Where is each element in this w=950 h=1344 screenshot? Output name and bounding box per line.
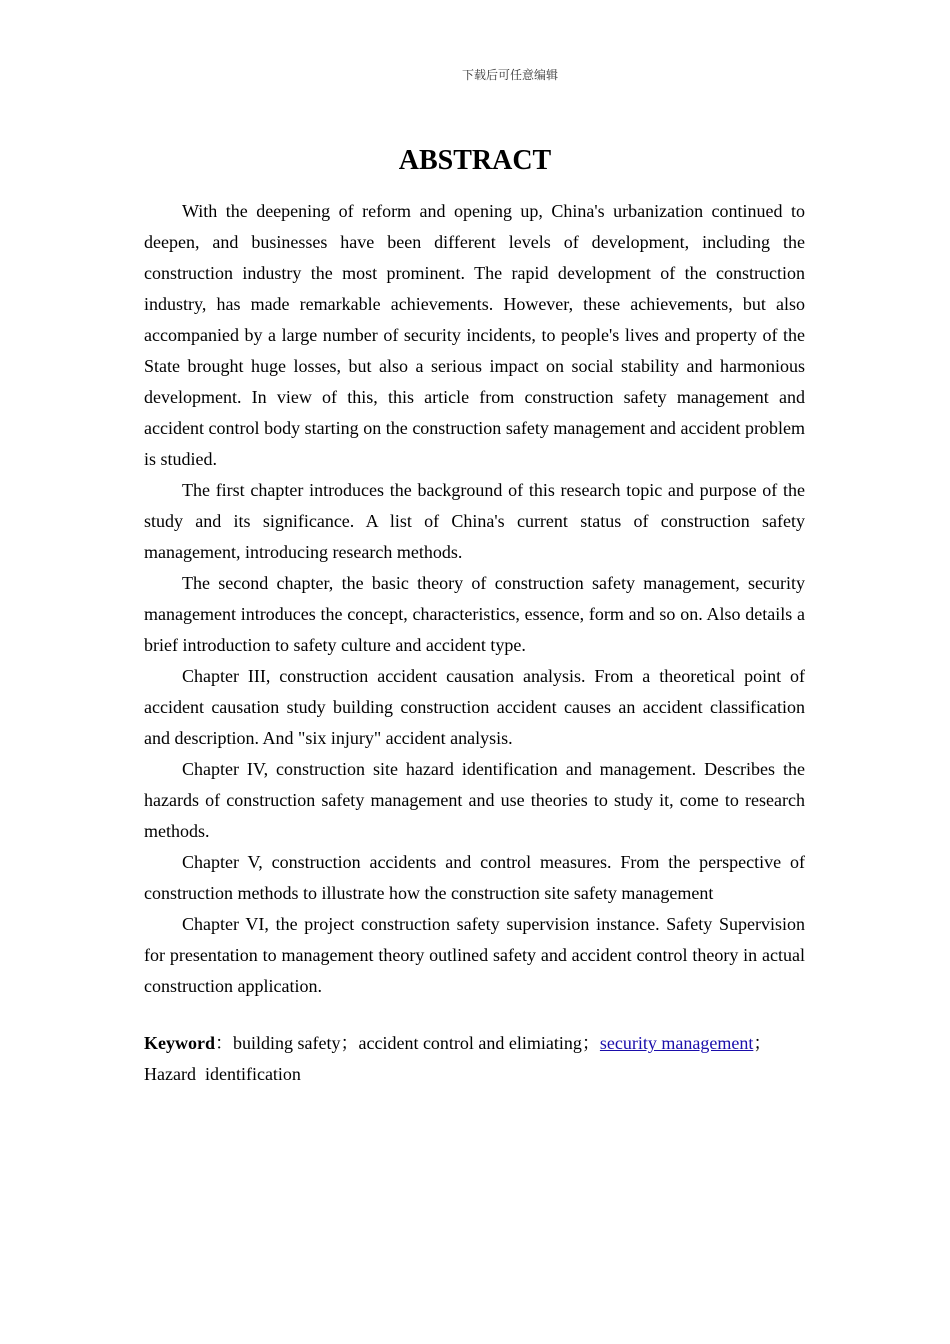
abstract-paragraph-6: Chapter V, construction accidents and control measures. From the perspective of construction methods to illustrate how the construction site safety management bbox=[144, 852, 805, 903]
keywords-colon: ： bbox=[215, 1033, 233, 1054]
abstract-body bbox=[144, 196, 805, 1002]
keyword-separator: ； bbox=[581, 1033, 600, 1054]
abstract-paragraph-5: Chapter IV, construction site hazard identification and management. Describes the hazards of construction safety management and use theories to study it, come to research methods. bbox=[144, 759, 805, 841]
abstract-paragraph-4: Chapter III, construction accident causation analysis. From a theoretical point of accident causation study building construction accident causes an accident classification and description. And "six injury" accident analysis. bbox=[144, 666, 805, 748]
keyword-item: building safety bbox=[233, 1033, 341, 1053]
abstract-paragraph-7: Chapter VI, the project construction safety supervision instance. Safety Supervision for presentation to management theory outlined safety and accident control theory in actual construction application. bbox=[144, 914, 805, 996]
abstract-paragraph-2: The first chapter introduces the background of this research topic and purpose of the study and its significance. A list of China's current status of construction safety management, introducing research methods. bbox=[144, 480, 805, 562]
keyword-item: accident control and elimiating bbox=[358, 1033, 582, 1053]
keywords-label: Keyword bbox=[144, 1033, 215, 1053]
keywords-line bbox=[144, 1028, 805, 1090]
abstract-paragraph-3: The second chapter, the basic theory of construction safety management, security management introduces the concept, characteristics, essence, form and so on. Also details a brief introduction to safety culture and accident type. bbox=[144, 573, 805, 655]
keyword-link-security-management[interactable]: security management bbox=[599, 1033, 754, 1053]
page-header-note: 下载后可任意编辑 bbox=[461, 68, 558, 82]
abstract-title: ABSTRACT bbox=[398, 145, 552, 176]
abstract-paragraph-1: With the deepening of reform and opening up, China's urbanization continued to deepen, and businesses have been different levels of development, including the construction industry the most prominent. The rapid development of the construction industry, has made remarkable achievements. However, these achievements, but also accompanied by a large number of security incidents, to people's lives and property of the State brought huge losses, but also a serious impact on social stability and harmonious development. In view of this, this article from construction safety management and accident control body starting on the construction safety management and accident problem is studied. bbox=[144, 201, 805, 469]
keyword-item: Hazard identification bbox=[144, 1064, 301, 1084]
keyword-separator: ； bbox=[753, 1033, 772, 1054]
keyword-separator: ； bbox=[340, 1033, 359, 1054]
